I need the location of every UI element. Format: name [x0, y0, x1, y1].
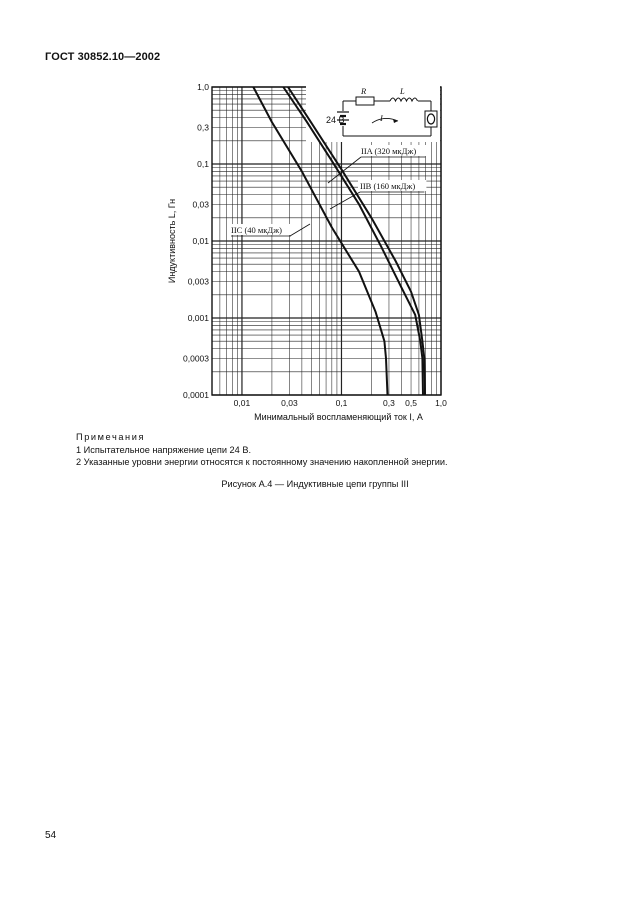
current-label: I [380, 113, 383, 123]
curve-label-3: IIC (40 мкДж) [231, 225, 282, 235]
x-tick-label: 0,1 [335, 398, 348, 408]
resistor-symbol [356, 97, 374, 105]
y-tick-label: 0,01 [192, 236, 209, 246]
notes-heading: Примечания [76, 432, 146, 442]
circuit-background [306, 86, 440, 142]
curve-label-2: IIB (160 мкДж) [360, 181, 416, 191]
notes-block [76, 431, 448, 469]
y-tick-label: 0,0003 [183, 353, 209, 364]
circuit-diagram [306, 86, 440, 142]
x-tick-label: 0,01 [233, 398, 251, 408]
resistor-label: R [361, 86, 367, 96]
x-tick-label: 0,03 [281, 398, 298, 408]
y-tick-label: 1,0 [197, 82, 209, 92]
curve-label-leader [290, 224, 310, 236]
y-tick-label: 0,1 [197, 159, 209, 169]
y-tick-label: 0,03 [192, 199, 209, 210]
note-item-2: 2 Указанные уровни энергии относятся к постоянному значению накопленной энергии. [76, 457, 448, 467]
x-axis-label: Минимальный воспламеняющий ток I, А [254, 412, 423, 422]
curve-label-1: IIA (320 мкДж) [361, 146, 417, 156]
note-item-1: 1 Испытательное напряжение цепи 24 В. [76, 444, 251, 455]
circuit-voltage-label: 24 В [326, 115, 345, 125]
y-tick-label: 0,003 [187, 276, 209, 287]
x-tick-label: 0,3 [383, 398, 395, 408]
inductance-chart [0, 0, 630, 430]
y-axis-label: Индуктивность L, Гн [167, 198, 177, 284]
y-tick-label: 0,3 [197, 122, 209, 133]
y-tick-label: 0,001 [187, 313, 209, 323]
test-apparatus-symbol [425, 111, 437, 127]
page-number: 54 [45, 830, 57, 841]
y-tick-label: 0,0001 [183, 390, 209, 400]
x-tick-label: 1,0 [435, 398, 447, 408]
figure-caption: Рисунок А.4 — Индуктивные цепи группы III [221, 479, 409, 489]
x-tick-label: 0,5 [405, 398, 417, 408]
inductor-label: L [400, 86, 405, 96]
document-header: ГОСТ 30852.10—2002 [45, 51, 161, 63]
